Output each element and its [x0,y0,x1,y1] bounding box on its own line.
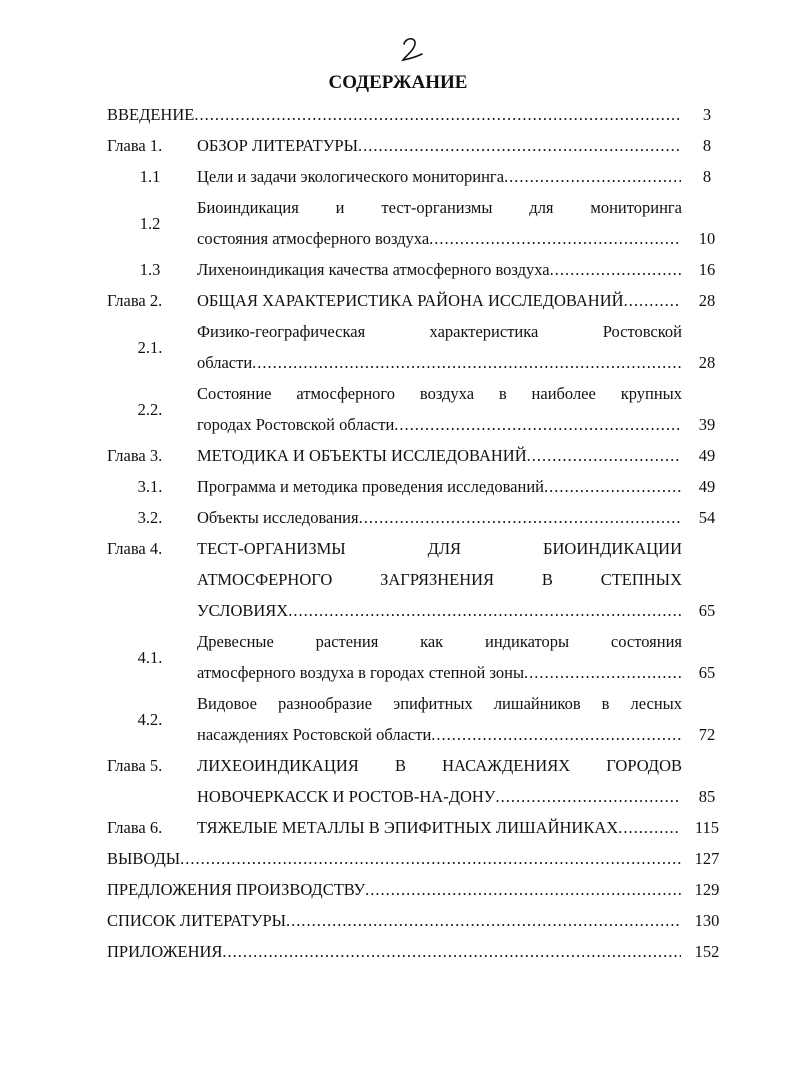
toc-entry-body [107,905,727,936]
toc-entry-title-line: Биоиндикация и тест-организмы для мониторинга [197,198,682,217]
toc-entry-number: Глава 2. [107,291,163,310]
toc-entry-title-line: Видовое разнообразие эпифитных лишайников в лесных [197,694,682,713]
toc-entry-body [197,254,727,285]
toc-entry-page-number: 49 [698,446,716,465]
toc-entry [107,471,727,502]
toc-entry [107,626,727,688]
toc-entry-title: атмосферного воздуха в городах степной зоны [197,663,525,682]
toc-entry [107,130,727,161]
toc-entry [107,99,727,130]
toc-entry-title-line: Состояние атмосферного воздуха в наиболее крупных [197,384,682,403]
toc-entry-body [197,440,727,471]
toc-entry-page-number: 8 [702,167,712,186]
toc-entry-title-line [197,719,727,750]
toc-entry [107,688,727,750]
toc-entry-title-line [197,781,727,812]
toc-entry-body [107,99,727,130]
toc-entry-page-number: 85 [698,787,716,806]
toc-entry-title: СПИСОК ЛИТЕРАТУРЫ [107,911,287,930]
toc-entry-page-number: 28 [698,291,716,310]
toc-entry-number: 1.2 [139,213,161,233]
toc-entry-title-line [197,347,727,378]
toc-entry [107,316,727,378]
toc-entry-body [197,192,727,254]
toc-entry-title: области [197,353,253,372]
toc-entry-body [197,161,727,192]
toc-entry-title-line [197,440,727,471]
toc-entry-title-line [197,812,727,843]
toc-entry-title-line: Физико-географическая характеристика Ростовской [197,322,682,341]
toc-entry-body [107,843,727,874]
toc-entry [107,502,727,533]
toc-entry-title-line [197,223,727,254]
toc-entry-number: 4.2. [137,709,163,729]
toc-entry-body [197,471,727,502]
dot-leader [286,905,681,936]
toc-entry-title-line: ЛИХЕОИНДИКАЦИЯ В НАСАЖДЕНИЯХ ГОРОДОВ [197,756,682,775]
dot-leader [544,471,681,502]
toc-entry-number: 2.2. [137,399,163,419]
toc-entry-title: МЕТОДИКА И ОБЪЕКТЫ ИССЛЕДОВАНИЙ [197,446,527,465]
toc-entry-title-line: Древесные растения как индикаторы состояния [197,632,682,651]
dot-leader [618,812,681,843]
toc-entry [107,874,727,905]
toc-entry-title: НОВОЧЕРКАССК И РОСТОВ-НА-ДОНУ [197,787,496,806]
toc-entry [107,440,727,471]
toc-entry-title: Программа и методика проведения исследований [197,477,544,496]
dot-leader [527,440,681,471]
toc-entry-title: ТЯЖЕЛЫЕ МЕТАЛЛЫ В ЭПИФИТНЫХ ЛИШАЙНИКАХ [197,818,619,837]
dot-leader [222,936,681,967]
toc-entry-page-number: 28 [698,353,716,372]
toc-entry [107,750,727,812]
toc-entry-page-number: 115 [694,818,720,837]
toc-entry-title: ПРЕДЛОЖЕНИЯ ПРОИЗВОДСТВУ [107,880,366,899]
toc-entry-body [197,688,727,750]
dot-leader [358,130,681,161]
toc-entry-title: ПРИЛОЖЕНИЯ [107,942,223,961]
toc-entry-title-line [197,161,727,192]
toc-entry [107,936,727,967]
toc-entry [107,161,727,192]
toc-entry-body [197,130,727,161]
dot-leader [288,595,681,626]
toc-entry-body [197,812,727,843]
toc-entry-number: 2.1. [137,337,163,357]
toc-entry [107,285,727,316]
toc-entry [107,843,727,874]
toc-entry-body [197,533,727,626]
toc-entry-page-number: 127 [694,849,720,868]
toc-entry-title-line [107,874,727,905]
dot-leader [252,347,681,378]
toc-entry-number: Глава 6. [107,818,163,837]
toc-entry-number: Глава 3. [107,446,163,465]
toc-entry-body [197,750,727,812]
toc-entry-body [197,378,727,440]
toc-entry-page-number: 49 [698,477,716,496]
toc-entry-page-number: 72 [698,725,716,744]
toc-entry [107,812,727,843]
toc-entry-title: городах Ростовской области [197,415,395,434]
dot-leader [431,719,681,750]
toc-entry-title: ВЫВОДЫ [107,849,181,868]
toc-entry-title-line [107,99,727,130]
toc-entry-title-line [197,285,727,316]
toc-entry-body [197,316,727,378]
dot-leader [194,99,681,130]
toc-entry-page-number: 65 [698,601,716,620]
toc-entry-number: 3.2. [137,508,163,527]
toc-entry-number: Глава 4. [107,539,163,558]
toc-entry [107,905,727,936]
toc-entry-title-line: АТМОСФЕРНОГО ЗАГРЯЗНЕНИЯ В СТЕПНЫХ [197,570,682,589]
toc-entry [107,254,727,285]
dot-leader [495,781,681,812]
toc-entry-title: Цели и задачи экологического мониторинга [197,167,505,186]
toc-entry-page-number: 130 [694,911,720,930]
toc-entry-title: насаждениях Ростовской области [197,725,432,744]
dot-leader [359,502,681,533]
toc-entry [107,378,727,440]
toc-entry-page-number: 8 [702,136,712,155]
dot-leader [624,285,681,316]
dot-leader [180,843,681,874]
toc-entry-number: 1.3 [139,260,161,279]
toc-entry-body [107,874,727,905]
toc-entry-body [197,285,727,316]
dot-leader [394,409,681,440]
toc-entry-title-line [107,936,727,967]
toc-entry-title-line [197,471,727,502]
dot-leader [429,223,681,254]
toc-entry-title: Объекты исследования [197,508,359,527]
toc-entry-title-line [107,843,727,874]
toc-entry-page-number: 16 [698,260,716,279]
toc-entry [107,533,727,626]
toc-entry-title-line [197,657,727,688]
toc-entry-title-line [197,595,727,626]
toc-entry-title-line [197,409,727,440]
toc-entry-number: Глава 1. [107,136,163,155]
dot-leader [365,874,681,905]
toc-entry-title: Лихеноиндикация качества атмосферного воздуха [197,260,550,279]
toc-entry-body [197,502,727,533]
toc-entry-title: ОБЩАЯ ХАРАКТЕРИСТИКА РАЙОНА ИССЛЕДОВАНИЙ [197,291,624,310]
toc-entry-title-line [107,905,727,936]
toc-entry-title: УСЛОВИЯХ [197,601,289,620]
toc-entry-number: 1.1 [139,167,161,186]
toc-entry-page-number: 3 [702,105,712,124]
table-of-contents [107,99,727,967]
toc-entry-title: состояния атмосферного воздуха [197,229,430,248]
handwritten-page-number [396,34,428,66]
toc-entry-number: 4.1. [137,647,163,667]
toc-entry [107,192,727,254]
toc-entry-title-line [197,130,727,161]
toc-entry-number: 3.1. [137,477,163,496]
toc-entry-title-line: ТЕСТ-ОРГАНИЗМЫ ДЛЯ БИОИНДИКАЦИИ [197,539,682,558]
dot-leader [504,161,681,192]
toc-entry-body [107,936,727,967]
dot-leader [550,254,681,285]
toc-entry-page-number: 129 [694,880,720,899]
toc-entry-page-number: 65 [698,663,716,682]
toc-entry-page-number: 54 [698,508,716,527]
toc-entry-page-number: 10 [698,229,716,248]
toc-entry-number: Глава 5. [107,756,163,775]
dot-leader [524,657,681,688]
toc-entry-page-number: 152 [694,942,720,961]
toc-entry-title-line [197,254,727,285]
toc-entry-body [197,626,727,688]
toc-entry-title-line [197,502,727,533]
toc-entry-title: ОБЗОР ЛИТЕРАТУРЫ [197,136,358,155]
toc-entry-page-number: 39 [698,415,716,434]
toc-entry-title: ВВЕДЕНИЕ [107,105,195,124]
page-title: СОДЕРЖАНИЕ [328,72,468,93]
